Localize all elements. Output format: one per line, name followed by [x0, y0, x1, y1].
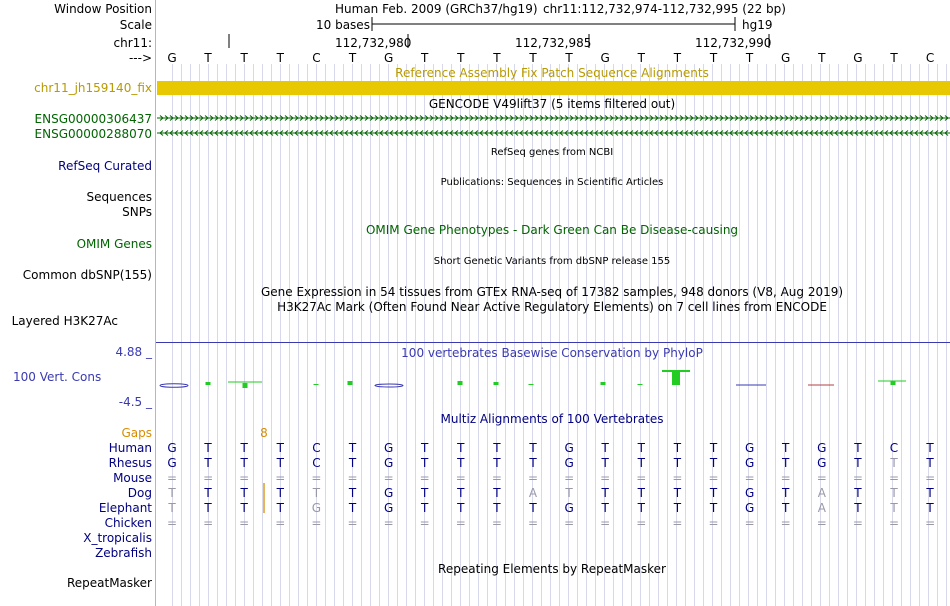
gaps-label: Gaps: [121, 426, 152, 440]
sequence-base: G: [853, 51, 863, 65]
publications-title: Publications: Sequences in Scientific Articles: [440, 177, 664, 188]
aligned-base: =: [275, 471, 286, 485]
sequence-base: T: [421, 51, 429, 65]
aligned-base: G: [744, 486, 755, 500]
cons-title: 100 vertebrates Basewise Conservation by PhyloP: [401, 346, 703, 360]
gene-label-1[interactable]: ENSG00000306437: [34, 112, 152, 126]
aligned-base: =: [780, 516, 791, 530]
aligned-base: =: [455, 516, 466, 530]
aligned-base: G: [564, 441, 574, 455]
aligned-base: T: [673, 486, 682, 500]
aligned-base: T: [276, 501, 284, 515]
sequence-base: T: [204, 51, 212, 65]
aligned-base: T: [673, 501, 682, 515]
aligned-base: T: [601, 501, 609, 515]
sequence-base: T: [276, 51, 284, 65]
aligned-base: =: [203, 516, 214, 530]
aligned-base: T: [709, 456, 718, 470]
aligned-base: T: [529, 456, 537, 470]
sequence-base: G: [600, 51, 610, 65]
aligned-base: =: [672, 516, 683, 530]
aligned-base: T: [348, 456, 357, 470]
sequence-base: T: [745, 51, 754, 65]
aligned-base: =: [527, 471, 539, 485]
cons-label[interactable]: 100 Vert. Cons: [13, 370, 102, 384]
fix-patch-label[interactable]: chr11_jh159140_fix: [34, 81, 152, 95]
aligned-base: T: [276, 456, 284, 470]
aligned-base: G: [311, 501, 322, 515]
species-labels: [83, 441, 152, 560]
aligned-base: T: [709, 441, 718, 455]
aligned-base: T: [276, 441, 284, 455]
aligned-base: =: [600, 516, 611, 530]
species-label[interactable]: Human: [108, 441, 152, 455]
gene-strand-forward[interactable]: [157, 116, 950, 121]
aligned-base: A: [817, 486, 826, 500]
gap-value: 8: [260, 426, 268, 440]
aligned-base: =: [203, 471, 214, 485]
aligned-base: T: [529, 441, 537, 455]
aligned-base: T: [637, 456, 645, 470]
aligned-base: =: [852, 471, 863, 485]
aligned-base: T: [240, 486, 248, 500]
snps-label[interactable]: SNPs: [122, 205, 152, 219]
aligned-base: T: [421, 501, 429, 515]
reference-sequence: [167, 51, 950, 65]
aligned-base: T: [457, 441, 465, 455]
aligned-base: T: [421, 456, 429, 470]
aligned-base: T: [854, 441, 862, 455]
aligned-base: T: [926, 501, 934, 515]
aligned-base: T: [782, 486, 790, 500]
species-label[interactable]: Zebrafish: [95, 546, 152, 560]
species-alignment-rows: [167, 441, 935, 530]
aligned-base: T: [204, 441, 212, 455]
aligned-base: =: [564, 516, 575, 530]
aligned-base: C: [889, 441, 899, 455]
aligned-base: =: [347, 471, 358, 485]
aligned-base: =: [780, 471, 791, 485]
aligned-base: G: [744, 441, 755, 455]
species-label[interactable]: Chicken: [104, 516, 152, 530]
aligned-base: =: [419, 516, 430, 530]
species-label[interactable]: Mouse: [113, 471, 152, 485]
cons-min: -4.5 _: [118, 395, 152, 409]
aligned-base: T: [204, 486, 212, 500]
aligned-base: =: [744, 516, 755, 530]
aligned-base: T: [637, 486, 645, 500]
aligned-base: =: [925, 471, 936, 485]
assembly-text[interactable]: Human Feb. 2009 (GRCh37/hg19): [335, 2, 538, 16]
aligned-base: T: [276, 486, 284, 500]
aligned-base: T: [782, 441, 790, 455]
aligned-base: =: [419, 471, 430, 485]
aligned-base: T: [457, 456, 465, 470]
aligned-base: T: [493, 441, 501, 455]
aligned-base: C: [312, 456, 321, 470]
sequence-base: C: [312, 51, 321, 65]
chrom-label: chr11:: [113, 36, 152, 50]
aligned-base: C: [312, 441, 321, 455]
species-label[interactable]: Dog: [127, 486, 152, 500]
position-text[interactable]: chr11:112,732,974-112,732,995 (22 bp): [543, 2, 786, 16]
aligned-base: =: [564, 471, 575, 485]
aligned-base: T: [529, 501, 537, 515]
scale-assembly: hg19: [742, 18, 773, 32]
refseq-title: RefSeq genes from NCBI: [490, 147, 614, 158]
aligned-base: =: [239, 516, 250, 530]
aligned-base: G: [383, 456, 394, 470]
gencode-title: GENCODE V49lift37 (5 items filtered out): [428, 97, 676, 111]
aligned-base: =: [888, 471, 900, 485]
aligned-base: =: [311, 471, 322, 485]
cons-max: 4.88 _: [115, 345, 152, 359]
multiz-title: Multiz Alignments of 100 Vertebrates: [440, 412, 664, 426]
aligned-base: G: [564, 501, 574, 515]
aligned-base: =: [383, 471, 394, 485]
aligned-base: T: [240, 501, 248, 515]
aligned-base: T: [240, 456, 248, 470]
species-label[interactable]: X_tropicalis: [83, 531, 152, 545]
sequence-base: T: [637, 51, 645, 65]
sequence-base: C: [925, 51, 935, 65]
aligned-base: T: [926, 441, 934, 455]
aligned-base: T: [854, 456, 862, 470]
aligned-base: =: [708, 516, 719, 530]
aligned-base: T: [565, 486, 573, 500]
dbsnp-label[interactable]: Common dbSNP(155): [22, 268, 152, 282]
aligned-base: =: [311, 516, 322, 530]
sequence-base: T: [348, 51, 357, 65]
sequences-label[interactable]: Sequences: [86, 190, 152, 204]
aligned-base: T: [673, 441, 682, 455]
species-label[interactable]: Rhesus: [108, 456, 152, 470]
aligned-base: =: [816, 516, 827, 530]
aligned-base: =: [166, 516, 178, 530]
aligned-base: =: [347, 516, 358, 530]
fix-patch-bar[interactable]: [157, 81, 950, 95]
aligned-base: G: [383, 501, 394, 515]
species-label[interactable]: Elephant: [98, 501, 152, 515]
aligned-base: =: [636, 471, 647, 485]
aligned-base: =: [527, 516, 539, 530]
aligned-base: =: [600, 471, 611, 485]
aligned-base: G: [167, 441, 177, 455]
aligned-base: =: [672, 471, 683, 485]
aligned-base: G: [817, 456, 827, 470]
scale-bases: 10 bases: [316, 18, 370, 32]
aligned-base: T: [854, 486, 862, 500]
aligned-base: T: [637, 501, 645, 515]
h3k27ac-label[interactable]: Layered H3K27Ac: [11, 314, 118, 328]
aligned-base: T: [421, 486, 429, 500]
aligned-base: G: [383, 441, 394, 455]
aligned-base: T: [348, 501, 357, 515]
aligned-base: T: [601, 456, 609, 470]
aligned-base: T: [890, 501, 898, 515]
aligned-base: G: [817, 441, 827, 455]
ruler-tick-label: 112,732,985: [515, 36, 592, 50]
repeatmasker-label[interactable]: RepeatMasker: [66, 576, 152, 590]
aligned-base: T: [348, 486, 357, 500]
aligned-base: T: [926, 456, 934, 470]
aligned-base: =: [491, 516, 502, 530]
sequence-base: T: [890, 51, 898, 65]
sequence-base: G: [781, 51, 791, 65]
aligned-base: T: [854, 501, 862, 515]
aligned-base: T: [204, 456, 212, 470]
aligned-base: =: [816, 471, 827, 485]
aligned-base: =: [852, 516, 863, 530]
aligned-base: T: [926, 486, 934, 500]
aligned-base: T: [421, 441, 429, 455]
sequence-base: G: [383, 51, 394, 65]
ruler-tick-label: 112,732,980: [335, 36, 412, 50]
aligned-base: T: [457, 486, 465, 500]
sequence-base: T: [818, 51, 826, 65]
aligned-base: T: [493, 501, 501, 515]
scale-bar: [372, 17, 735, 31]
sequence-base: T: [529, 51, 537, 65]
aligned-base: T: [348, 441, 357, 455]
aligned-base: =: [239, 471, 250, 485]
sequence-base: T: [240, 51, 248, 65]
aligned-base: T: [168, 486, 176, 500]
ruler-tick-label: 112,732,990: [695, 36, 772, 50]
refseq-label[interactable]: RefSeq Curated: [58, 159, 152, 173]
aligned-base: T: [312, 486, 321, 500]
base-grid: [173, 64, 947, 606]
gene-strand-reverse[interactable]: [157, 131, 950, 136]
aligned-base: T: [493, 456, 501, 470]
aligned-base: =: [888, 516, 900, 530]
aligned-base: T: [168, 501, 176, 515]
gene-label-2[interactable]: ENSG00000288070: [34, 127, 152, 141]
window-position-label: Window Position: [54, 2, 152, 16]
dbsnp-title: Short Genetic Variants from dbSNP release 155: [433, 256, 671, 267]
aligned-base: G: [564, 456, 574, 470]
aligned-base: G: [167, 456, 177, 470]
aligned-base: T: [673, 456, 682, 470]
aligned-base: =: [275, 516, 286, 530]
aligned-base: G: [744, 501, 755, 515]
sequence-base: T: [673, 51, 682, 65]
aligned-base: =: [383, 516, 394, 530]
aligned-base: =: [708, 471, 719, 485]
aligned-base: =: [925, 516, 936, 530]
sequence-base: T: [565, 51, 573, 65]
aligned-base: G: [383, 486, 394, 500]
aligned-base: A: [528, 486, 538, 500]
aligned-base: T: [457, 501, 465, 515]
aligned-base: T: [782, 501, 790, 515]
aligned-base: T: [601, 441, 609, 455]
scale-label: Scale: [119, 18, 152, 32]
sequence-base: T: [493, 51, 501, 65]
aligned-base: =: [491, 471, 502, 485]
aligned-base: T: [890, 456, 898, 470]
aligned-base: T: [890, 486, 898, 500]
aligned-base: T: [493, 486, 501, 500]
omim-title: OMIM Gene Phenotypes - Dark Green Can Be Disease-causing: [365, 223, 739, 237]
aligned-base: T: [709, 501, 718, 515]
sequence-base: T: [457, 51, 465, 65]
aligned-base: T: [637, 441, 645, 455]
aligned-base: G: [744, 456, 755, 470]
aligned-base: A: [817, 501, 826, 515]
fix-patch-title: Reference Assembly Fix Patch Sequence Alignments: [395, 66, 709, 80]
aligned-base: T: [709, 486, 718, 500]
h3k27ac-title: H3K27Ac Mark (Often Found Near Active Regulatory Elements) on 7 cell lines from ENCODE: [277, 300, 827, 314]
aligned-base: =: [636, 516, 647, 530]
aligned-base: T: [782, 456, 790, 470]
omim-label[interactable]: OMIM Genes: [76, 237, 152, 251]
aligned-base: T: [240, 441, 248, 455]
aligned-base: T: [204, 501, 212, 515]
gtex-title: Gene Expression in 54 tissues from GTEx RNA-seq of 17382 samples, 948 donors (V8, Aug 2019): [260, 285, 844, 299]
arrow-label: --->: [128, 51, 152, 65]
aligned-base: =: [166, 471, 178, 485]
sequence-base: T: [709, 51, 718, 65]
repeatmasker-title: Repeating Elements by RepeatMasker: [438, 562, 666, 576]
aligned-base: =: [455, 471, 466, 485]
aligned-base: =: [744, 471, 755, 485]
sequence-base: G: [167, 51, 177, 65]
aligned-base: T: [601, 486, 609, 500]
